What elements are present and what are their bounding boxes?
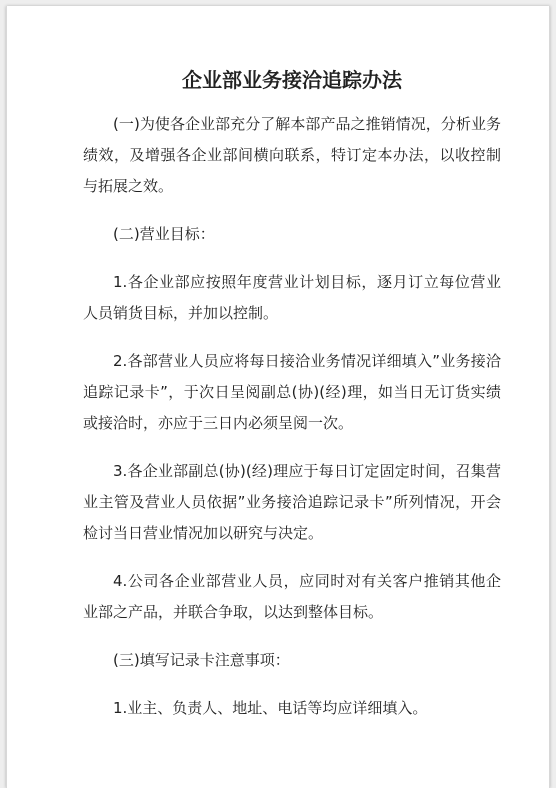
paragraph-item-3: 3.各企业部副总(协)(经)理应于每日订定固定时间，召集营业主管及营业人员依据”业务接洽追踪记录卡”所列情况，开会检讨当日营业情况加以研究与决定。 [83, 462, 501, 542]
paragraph-card-note-1: 1.业主、负责人、地址、电话等均应详细填入。 [113, 699, 428, 717]
paragraph-purpose: (一)为使各企业部充分了解本部产品之推销情况，分析业务绩效，及增强各企业部间横向联系，特订定本办法，以收控制与拓展之效。 [83, 115, 501, 195]
document-body [83, 64, 501, 741]
paragraph-item-2: 2.各部营业人员应将每日接洽业务情况详细填入”业务接洽追踪记录卡”，于次日呈阅副总(协)(经)理，如当日无订货实绩或接洽时，亦应于三日内必须呈阅一次。 [83, 352, 501, 432]
paragraph-item-4: 4.公司各企业部营业人员，应同时对有关客户推销其他企业部之产品，并联合争取，以达到整体目标。 [83, 572, 501, 621]
paragraph-item-1: 1.各企业部应按照年度营业计划目标，逐月订立每位营业人员销货目标，并加以控制。 [83, 273, 501, 322]
paragraph-card-notes-heading: (三)填写记录卡注意事项： [113, 651, 290, 669]
document-title: 企业部业务接洽追踪办法 [182, 68, 402, 92]
document-page [6, 6, 550, 788]
paragraph-sales-target-heading: (二)营业目标： [113, 225, 215, 243]
